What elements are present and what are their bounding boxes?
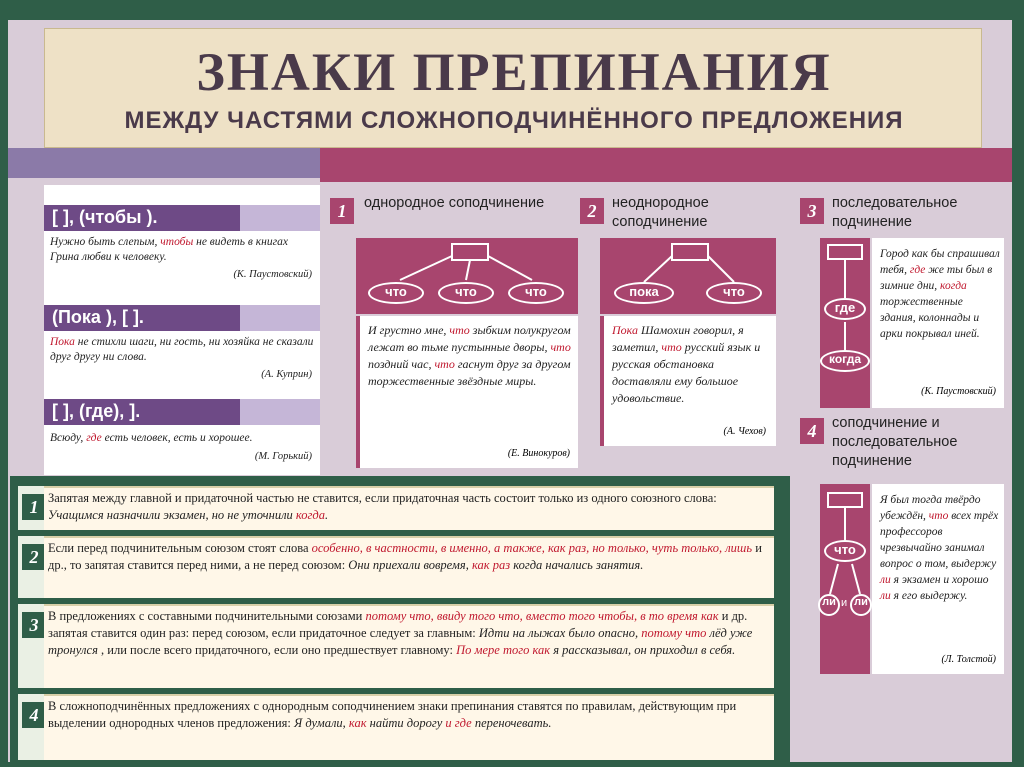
example-text-2: Пока не стихли шаги, ни гость, ни хозяйка не сказали друг другу ни слова.	[50, 336, 314, 363]
scheme-oval: где	[824, 298, 866, 320]
scheme-panel-3	[820, 238, 870, 408]
rule-text-4: В сложноподчинённых предложениях с однородным соподчинением знаки препинания ставятся по правилам, действующим при выделении однородных членов предложения: Я думали, как найти дорогу и где переночевать.	[48, 699, 737, 730]
example-text: И грустно мне, что зыбким полукругом лежат во тьме пустынные дворы, что поздний час, что гаснут друг за другом торжественные звёздные миры.	[368, 323, 571, 388]
rule-row-1	[18, 486, 774, 530]
rule-number-3: 3	[22, 612, 46, 638]
example-author-3: (М. Горький)	[254, 451, 312, 462]
scheme-panel-4	[820, 484, 870, 674]
type-number-4: 4	[800, 418, 824, 444]
rule-number-2: 2	[22, 544, 46, 570]
rule-text-2: Если перед подчинительным союзом стоят слова особенно, в частности, в именно, а также, как раз, но только, чуть только, лишь и др., то запятая ставится перед ними, а не перед союзом: Они приехали вовремя, как раз когда начались занятия.	[48, 541, 762, 572]
scheme-bar-tail	[240, 205, 320, 231]
rule-row-2	[18, 536, 774, 598]
example-text: Город как бы спрашивал тебя, где же ты был в зимние дни, когда торжественные здания, колоннады и арки покрывал иней.	[880, 248, 1000, 340]
rule-text-1: Запятая между главной и придаточной частью не ставится, если придаточная часть состоит только из одного союзного слова: Учащимся назначили экзамен, но не уточнили когда.	[48, 491, 717, 522]
scheme-oval: когда	[820, 350, 870, 372]
scheme-panel-2	[600, 238, 776, 314]
example-author: (Л. Толстой)	[941, 654, 996, 665]
type-number-2: 2	[580, 198, 604, 224]
scheme-panel-1	[356, 238, 578, 314]
example-panel-2	[600, 316, 776, 446]
scheme-oval: пока	[614, 282, 674, 304]
scheme-bar-2: (Пока ), [ ].	[44, 305, 240, 331]
type-title-3: последовательное подчинение	[832, 195, 958, 230]
scheme-oval: что	[508, 282, 564, 304]
rule-row-3	[18, 604, 774, 688]
type-number-1: 1	[330, 198, 354, 224]
example-author: (К. Паустовский)	[921, 386, 996, 397]
rule-number-1: 1	[22, 494, 46, 520]
left-examples-column	[44, 185, 320, 475]
scheme-oval: ли	[818, 594, 840, 616]
page-title: ЗНАКИ ПРЕПИНАНИЯ	[196, 42, 832, 102]
title-box	[44, 28, 982, 148]
scheme-oval: что	[368, 282, 424, 304]
rule-number-4: 4	[22, 702, 46, 728]
example-text-3: Всюду, где есть человек, есть и хорошее.	[50, 432, 253, 444]
right-header-band	[320, 148, 1012, 182]
example-panel-3	[872, 238, 1004, 408]
scheme-oval: ли	[850, 594, 872, 616]
example-author-1: (К. Паустовский)	[233, 269, 312, 280]
example-text: Пока Шамохин говорил, я заметил, что русский язык и русская обстановка доставляли ему большое удовольствие.	[612, 323, 761, 405]
scheme-conjunction: и	[841, 597, 848, 609]
example-author-2: (А. Куприн)	[261, 369, 312, 380]
scheme-oval: что	[438, 282, 494, 304]
scheme-oval: что	[824, 540, 866, 562]
scheme-bar-tail	[240, 399, 320, 425]
type-title-2: неоднородное соподчинение	[612, 195, 709, 230]
page-subtitle: МЕЖДУ ЧАСТЯМИ СЛОЖНОПОДЧИНЁННОГО ПРЕДЛОЖЕНИЯ	[124, 107, 904, 134]
example-author: (А. Чехов)	[723, 426, 766, 437]
example-text-1: Нужно быть слепым, чтобы не видеть в книгах Грина любви к человеку.	[50, 236, 288, 263]
left-header-band	[8, 148, 320, 178]
rule-row-4	[18, 694, 774, 760]
scheme-bar-1: [ ], (чтобы ).	[44, 205, 240, 231]
scheme-diagram-3	[820, 238, 870, 408]
example-author: (Е. Винокуров)	[507, 448, 570, 459]
scheme-diagram-2	[600, 238, 776, 314]
scheme-bar-3: [ ], (где), ].	[44, 399, 240, 425]
example-panel-4	[872, 484, 1004, 674]
example-panel-1	[356, 316, 578, 468]
example-text: Я был тогда твёрдо убеждён, что всех трёх профессоров чрезвычайно занимал вопрос о том, выдержу ли я экзамен и хорошо ли я его выдержу.	[880, 494, 999, 602]
scheme-oval: что	[706, 282, 762, 304]
type-title-1: однородное соподчинение	[364, 195, 545, 211]
type-title-4: соподчинение и последовательное подчинение	[832, 415, 958, 469]
scheme-bar-tail	[240, 305, 320, 331]
scheme-diagram-4	[820, 484, 870, 674]
rule-text-3: В предложениях с составными подчинительными союзами потому что, ввиду того что, вместо того чтобы, в то время как и др. запятая ставится один раз: перед союзом, если придаточное следует за главным: Идти на лыжах было опасно, потому что лёд уже тронулся , или после всего придаточного, если оно предшествует главному: По мере того как я рассказывал, он приходил в себя.	[48, 609, 753, 657]
type-number-3: 3	[800, 198, 824, 224]
